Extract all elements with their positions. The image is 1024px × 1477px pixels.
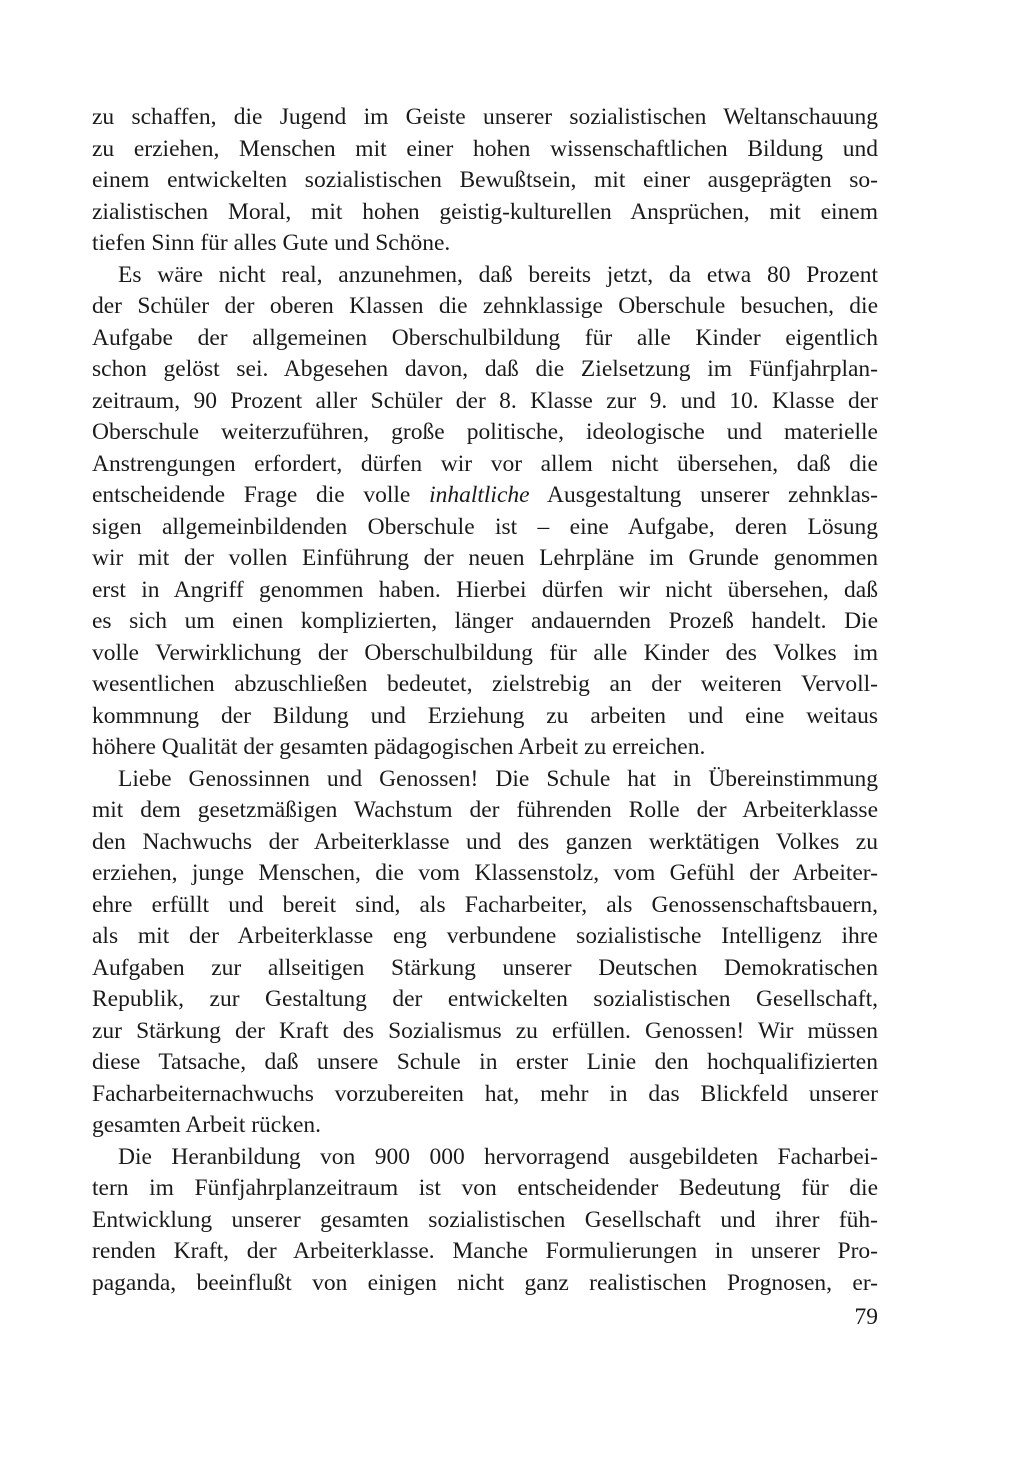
text-line: sigen allgemeinbildenden Oberschule ist – eine Aufgabe, deren Lösung [92,513,878,540]
text-line: Anstrengungen erfordert, dürfen wir vor allem nicht übersehen, daß die [92,450,878,477]
text-line: kommnung der Bildung und Erziehung zu arbeiten und eine weitaus [92,702,878,729]
text-line: wir mit der vollen Einführung der neuen Lehrpläne im Grunde genommen [92,545,878,571]
page-number: 79 [854,1304,878,1330]
text-line: zeitraum, 90 Prozent aller Schüler der 8. Klasse zur 9. und 10. Klasse der [92,387,878,414]
paragraph [92,260,878,764]
text-line: es sich um einen komplizierten, länger andauernden Prozeß handelt. Die [92,608,878,634]
text-line: Aufgabe der allgemeinen Oberschulbildung für alle Kinder eigentlich [92,324,878,351]
text-line: tiefen Sinn für alles Gute und Schöne. [92,230,451,256]
text-line: den Nachwuchs der Arbeiterklasse und des ganzen werktätigen Volkes zu [92,828,878,855]
italic-emphasis: inhaltliche [429,482,530,508]
text-run: Ausgestaltung unserer zehnklas- [529,482,878,508]
text-line [92,480,878,512]
text-line: Aufgaben zur allseitigen Stärkung unserer Deutschen Demokratischen [92,954,878,981]
text-line: wesentlichen abzuschließen bedeutet, zielstrebig an der weiteren Vervoll- [92,671,878,697]
text-line: Es wäre nicht real, anzunehmen, daß bereits jetzt, da etwa 80 Prozent [118,261,878,288]
text-run: entscheidende Frage die volle [92,482,430,508]
text-line: Liebe Genossinnen und Genossen! Die Schule hat in Übereinstimmung [118,765,878,792]
paragraph [92,102,878,260]
text-line: als mit der Arbeiterklasse eng verbundene sozialistische Intelligenz ihre [92,923,878,949]
text-line: renden Kraft, der Arbeiterklasse. Manche Formulierungen in unserer Pro- [92,1238,878,1264]
text-line: mit dem gesetzmäßigen Wachstum der führenden Rolle der Arbeiterklasse [92,797,878,823]
text-line: Entwicklung unserer gesamten sozialistischen Gesellschaft und ihrer füh- [92,1206,878,1233]
text-line: gesamten Arbeit rücken. [92,1112,322,1138]
paragraph [92,764,878,1142]
text-line: tern im Fünfjahrplanzeitraum ist von entscheidender Bedeutung für die [92,1175,878,1201]
text-line: einem entwickelten sozialistischen Bewußtsein, mit einer ausgeprägten so- [92,167,878,193]
text-line: der Schüler der oberen Klassen die zehnklassige Oberschule besuchen, die [92,293,878,319]
text-line: erziehen, junge Menschen, die vom Klassenstolz, vom Gefühl der Arbeiter- [92,860,878,886]
text-line: höhere Qualität der gesamten pädagogischen Arbeit zu erreichen. [92,734,706,760]
text-line: zu erziehen, Menschen mit einer hohen wissenschaftlichen Bildung und [92,135,878,162]
text-line: zialistischen Moral, mit hohen geistig-kulturellen Ansprüchen, mit einem [92,198,878,225]
text-line: volle Verwirklichung der Oberschulbildung für alle Kinder des Volkes im [92,639,878,666]
text-line: zu schaffen, die Jugend im Geiste unserer sozialistischen Weltanschauung [92,104,878,130]
text-line: diese Tatsache, daß unsere Schule in erster Linie den hochqualifizierten [92,1049,878,1075]
text-line: Oberschule weiterzuführen, große politische, ideologische und materielle [92,419,878,445]
text-line: Die Heranbildung von 900 000 hervorragend ausgebildeten Facharbei- [118,1143,878,1170]
body-text [92,102,878,1299]
text-line: Facharbeiternachwuchs vorzubereiten hat, mehr in das Blickfeld unserer [92,1080,878,1107]
text-line: zur Stärkung der Kraft des Sozialismus zu erfüllen. Genossen! Wir müssen [92,1017,878,1044]
text-line: Republik, zur Gestaltung der entwickelten sozialistischen Gesellschaft, [92,986,878,1012]
text-line: schon gelöst sei. Abgesehen davon, daß die Zielsetzung im Fünfjahrplan- [92,356,878,382]
paragraph [92,1142,878,1300]
text-line: ehre erfüllt und bereit sind, als Facharbeiter, als Genossenschaftsbauern, [92,891,878,918]
text-line: erst in Angriff genommen haben. Hierbei dürfen wir nicht übersehen, daß [92,576,878,603]
text-line: paganda, beeinflußt von einigen nicht ganz realistischen Prognosen, er- [92,1269,878,1296]
